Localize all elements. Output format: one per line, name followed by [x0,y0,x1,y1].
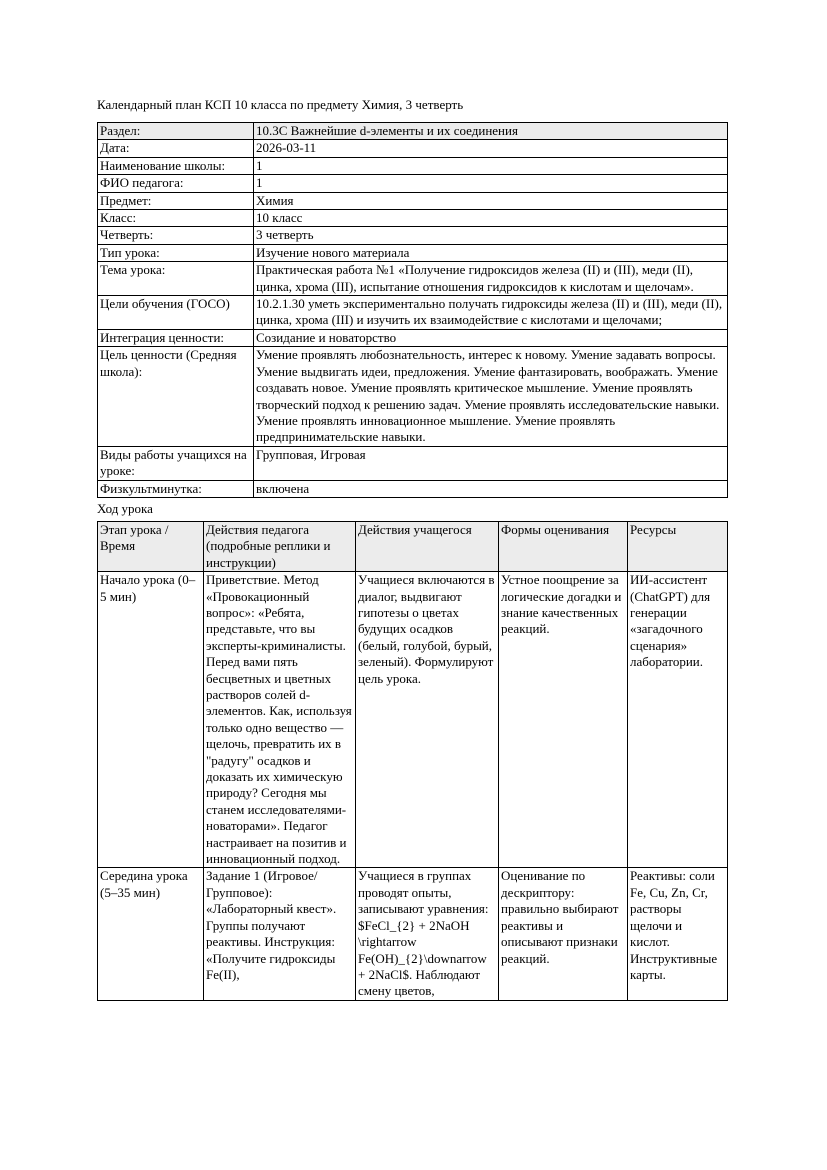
info-value: 1 [254,157,728,174]
info-row-lesson-type [98,244,728,261]
assessment-cell: Устное поощрение за логические догадки и знание качественных реакций. [499,572,628,868]
info-value: 3 четверть [254,227,728,244]
info-row-values-integration [98,329,728,346]
lesson-table-header-row [98,521,728,571]
column-header-assessment: Формы оценивания [499,521,628,571]
resources-cell: Реактивы: соли Fe, Cu, Zn, Cr, растворы щелочи и кислот. Инструктивные карты. [628,868,728,1000]
info-value: 2026-03-11 [254,140,728,157]
info-label: Тема урока: [98,262,254,296]
info-row-values-goal [98,347,728,446]
student-actions-cell: Учащиеся в группах проводят опыты, записывают уравнения: $FeCl_{2} + 2NaOH \rightarrow Fe(OH)_{2}\downarrow + 2NaCl$. Наблюдают смену цветов, [356,868,499,1000]
info-label: Предмет: [98,192,254,209]
stage-cell: Середина урока (5–35 мин) [98,868,204,1000]
info-value: 10 класс [254,210,728,227]
info-row-work-types [98,446,728,480]
assessment-cell: Оценивание по дескриптору: правильно выбирают реактивы и описывают признаки реакций. [499,868,628,1000]
section-label: Ход урока [97,500,153,516]
info-label: Дата: [98,140,254,157]
info-value: 1 [254,175,728,192]
info-label: Раздел: [98,123,254,140]
info-value: Созидание и новаторство [254,329,728,346]
lesson-row-middle [98,868,728,1000]
info-row-lesson-topic [98,262,728,296]
info-row-subject [98,192,728,209]
info-value: Умение проявлять любознательность, интерес к новому. Умение задавать вопросы. Умение выдвигать идеи, предложения. Умение фантазировать, воображать. Умение создавать новое. Умение проявлять критическое мышление. Умение проявлять творческий подход к решению задач. Умение проявлять исследовательские навыки. Умение проявлять инновационное мышление. Умение проявлять предпринимательские навыки. [254,347,728,446]
info-label: Физкультминутка: [98,480,254,497]
info-table [97,122,728,498]
teacher-actions-cell: Задание 1 (Игровое/Групповое): «Лабораторный квест». Группы получают реактивы. Инструкция: «Получите гидроксиды Fe(II), [204,868,356,1000]
column-header-resources: Ресурсы [628,521,728,571]
info-row-quarter [98,227,728,244]
info-value: 10.2.1.30 уметь экспериментально получать гидроксиды железа (II) и (III), меди (II), цинка, хрома (III) и изучить их взаимодействие с кислотами и щелочами; [254,296,728,330]
info-value: Изучение нового материала [254,244,728,261]
info-row-class [98,210,728,227]
info-label: Тип урока: [98,244,254,261]
student-actions-cell: Учащиеся включаются в диалог, выдвигают гипотезы о цветах будущих осадков (белый, голубой, бурый, зеленый). Формулируют цель урока. [356,572,499,868]
info-label: Цели обучения (ГОСО) [98,296,254,330]
column-header-student-actions: Действия учащегося [356,521,499,571]
teacher-actions-cell: Приветствие. Метод «Провокационный вопрос»: «Ребята, представьте, что вы эксперты-криминалисты. Перед вами пять бесцветных и цветных растворов солей d-элементов. Как, используя только одно вещество — щелочь, превратить их в "радугу" осадков и доказать их химическую природу? Сегодня мы станем исследователями-новаторами». Педагог настраивает на позитив и инновационный подход. [204,572,356,868]
info-row-razdel [98,123,728,140]
column-header-teacher-actions: Действия педагога (подробные реплики и инструкции) [204,521,356,571]
column-header-stage: Этап урока / Время [98,521,204,571]
info-row-phys-minute [98,480,728,497]
info-row-teacher [98,175,728,192]
lesson-table [97,521,728,1001]
info-label: Интеграция ценности: [98,329,254,346]
info-label: Класс: [98,210,254,227]
info-row-school [98,157,728,174]
info-label: Четверть: [98,227,254,244]
info-value: Химия [254,192,728,209]
info-label: ФИО педагога: [98,175,254,192]
info-value: включена [254,480,728,497]
lesson-row-start [98,572,728,868]
info-value: Практическая работа №1 «Получение гидроксидов железа (II) и (III), меди (II), цинка, хрома (III), испытание отношения гидроксидов к кислотам и щелочам». [254,262,728,296]
info-row-goals [98,296,728,330]
info-label: Цель ценности (Средняя школа): [98,347,254,446]
info-row-data [98,140,728,157]
resources-cell: ИИ-ассистент (ChatGPT) для генерации «загадочного сценария» лаборатории. [628,572,728,868]
document-content [97,97,727,1001]
stage-cell: Начало урока (0–5 мин) [98,572,204,868]
page-title: Календарный план КСП 10 класса по предмету Химия, 3 четверть [97,97,464,112]
info-value: 10.3C Важнейшие d-элементы и их соединения [254,123,728,140]
info-value: Групповая, Игровая [254,446,728,480]
info-label: Виды работы учащихся на уроке: [98,446,254,480]
info-label: Наименование школы: [98,157,254,174]
